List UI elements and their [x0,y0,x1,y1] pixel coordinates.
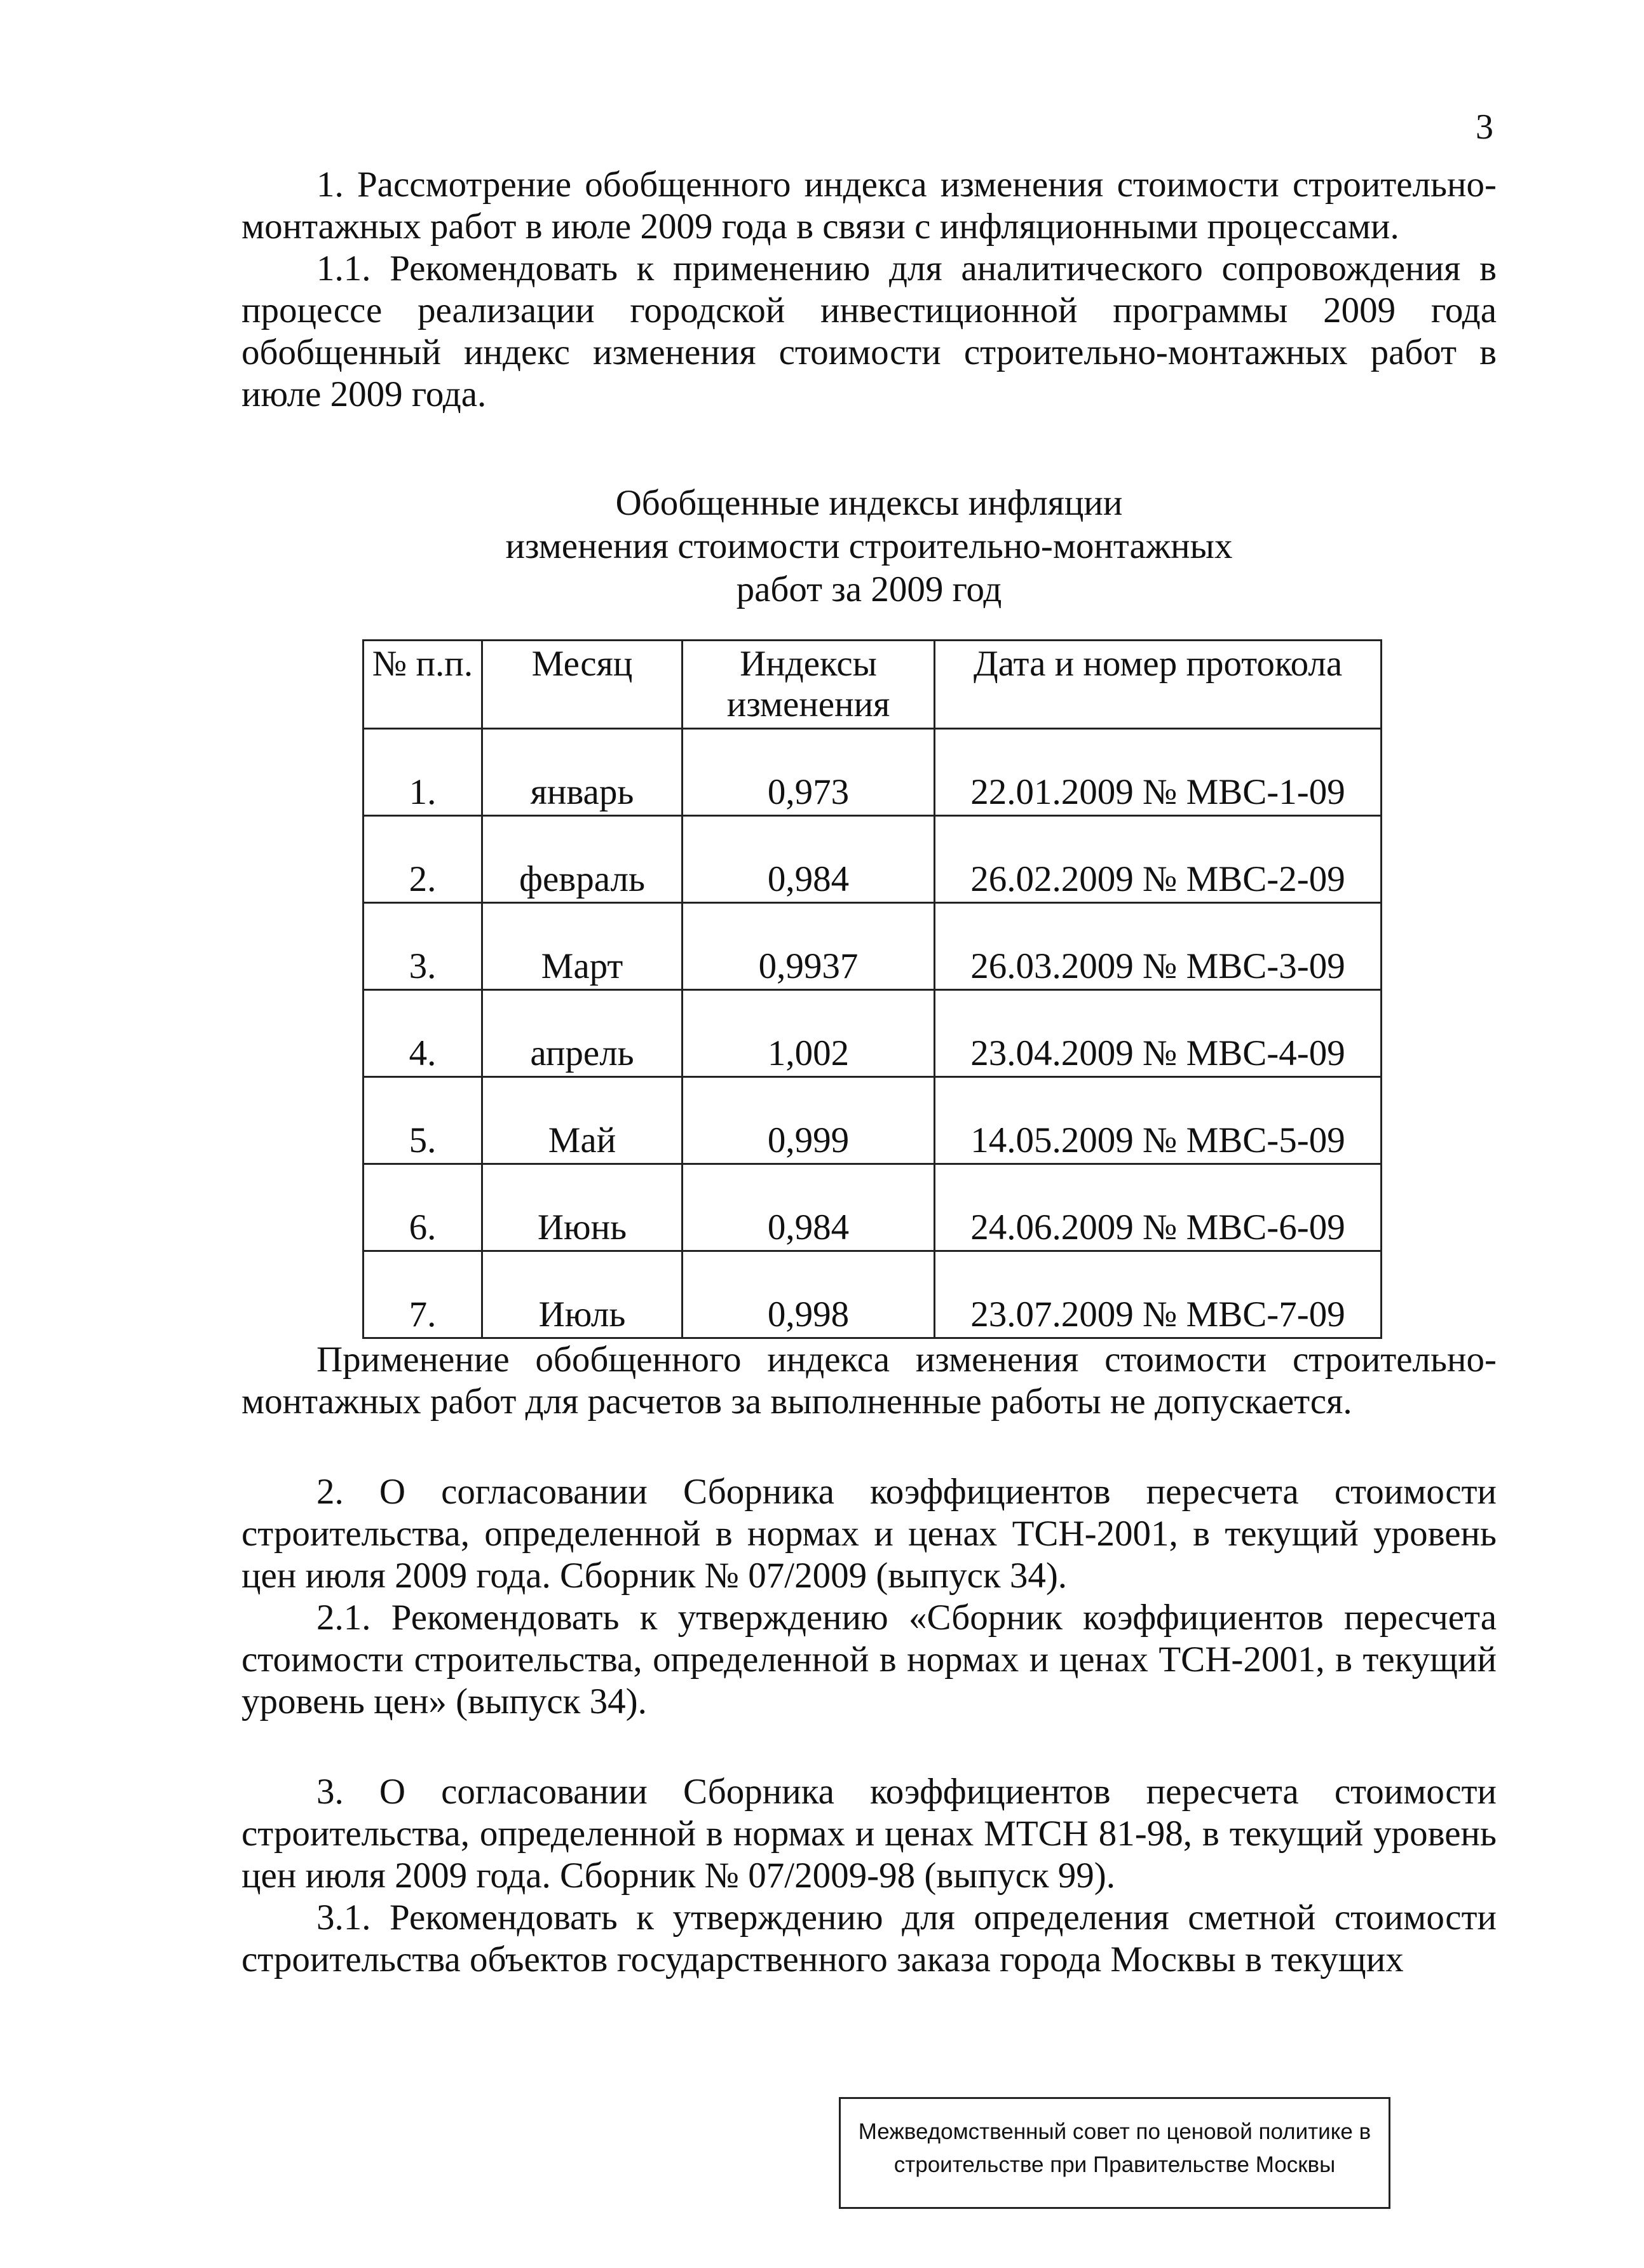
table-header-row [363,641,1382,729]
cell-month: февраль [482,816,683,903]
cell-index: 1,002 [683,990,935,1077]
header-index: Индексы изменения [683,641,935,729]
cell-month: Май [482,1077,683,1164]
cell-index: 0,9937 [683,903,935,990]
cell-protocol: 23.07.2009 № МВС-7-09 [935,1251,1382,1338]
table-row [363,903,1382,990]
header-month: Месяц [482,641,683,729]
cell-number: 2. [363,816,482,903]
header-protocol: Дата и номер протокола [935,641,1382,729]
cell-index: 0,998 [683,1251,935,1338]
cell-month: январь [482,729,683,816]
cell-index: 0,984 [683,1164,935,1251]
page-number: 3 [1476,107,1493,147]
table-title-line: изменения стоимости строительно-монтажных [505,526,1233,566]
table-row [363,729,1382,816]
paragraph-section-3: 3. О согласовании Сборника коэффициентов пересчета стоимости строительства, определенной в нормах и ценах МТСН 81-98, в текущий уровень цен июля 2009 года. Сборник № 07/2009-98 (выпуск 99). [241,1772,1497,1896]
council-stamp [839,2097,1390,2209]
paragraph-section-1-1: 1.1. Рекомендовать к применению для аналитического сопровождения в процессе реализации городской инвестиционной программы 2009 года обобщенный индекс изменения стоимости строительно-монтажных работ в июле 2009 года. [241,248,1497,414]
cell-number: 1. [363,729,482,816]
inflation-index-table [362,639,1382,1339]
paragraph-section-3-1: 3.1. Рекомендовать к утверждению для определения сметной стоимости строительства объектов государственного заказа города Москвы в текущих [241,1898,1497,1979]
table-row [363,990,1382,1077]
paragraph-section-2-1: 2.1. Рекомендовать к утверждению «Сборник коэффициентов пересчета стоимости строительства, определенной в нормах и ценах ТСН-2001, в текущий уровень цен» (выпуск 34). [241,1598,1497,1721]
cell-number: 7. [363,1251,482,1338]
cell-protocol: 14.05.2009 № МВС-5-09 [935,1077,1382,1164]
cell-protocol: 26.02.2009 № МВС-2-09 [935,816,1382,903]
cell-month: Июнь [482,1164,683,1251]
cell-number: 4. [363,990,482,1077]
cell-month: апрель [482,990,683,1077]
cell-number: 6. [363,1164,482,1251]
paragraph-note: Применение обобщенного индекса изменения стоимости строительно-монтажных работ для расчетов за выполненные работы не допускается. [241,1340,1497,1422]
document-body [241,164,1497,1981]
cell-protocol: 24.06.2009 № МВС-6-09 [935,1164,1382,1251]
cell-month: Июль [482,1251,683,1338]
cell-protocol: 26.03.2009 № МВС-3-09 [935,903,1382,990]
paragraph-section-1: 1. Рассмотрение обобщенного индекса изменения стоимости строительно-монтажных работ в июле 2009 года в связи с инфляционными процессами. [241,165,1497,247]
table-row [363,1077,1382,1164]
cell-index: 0,984 [683,816,935,903]
table-title-line: работ за 2009 год [736,569,1002,609]
stamp-line: Межведомственный совет по ценовой политике в [858,2119,1371,2144]
stamp-line: строительстве при Правительстве Москвы [893,2152,1336,2177]
cell-number: 3. [363,903,482,990]
header-number: № п.п. [363,641,482,729]
cell-index: 0,973 [683,729,935,816]
table-row [363,816,1382,903]
table-title [241,482,1497,611]
paragraph-section-2: 2. О согласовании Сборника коэффициентов пересчета стоимости строительства, определенной в нормах и ценах ТСН-2001, в текущий уровень цен июля 2009 года. Сборник № 07/2009 (выпуск 34). [241,1472,1497,1596]
cell-index: 0,999 [683,1077,935,1164]
cell-protocol: 23.04.2009 № МВС-4-09 [935,990,1382,1077]
cell-number: 5. [363,1077,482,1164]
table-title-line: Обобщенные индексы инфляции [615,483,1123,523]
table-row [363,1164,1382,1251]
cell-month: Март [482,903,683,990]
cell-protocol: 22.01.2009 № МВС-1-09 [935,729,1382,816]
table-row [363,1251,1382,1338]
